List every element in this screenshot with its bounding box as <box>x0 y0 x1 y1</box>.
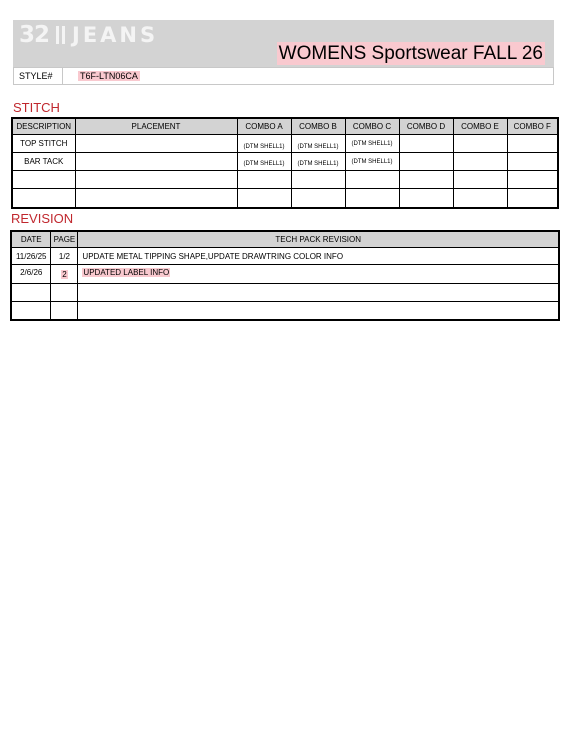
stitch-combo-c: (DTM SHELL1) <box>345 135 399 153</box>
revision-text <box>78 284 559 302</box>
table-row <box>11 284 559 302</box>
stitch-description <box>12 171 75 189</box>
stitch-combo-a <box>237 189 291 208</box>
stitch-col-combo-a: COMBO A <box>237 118 291 135</box>
stitch-placement <box>75 171 237 189</box>
document-header <box>13 20 554 67</box>
stitch-combo-e <box>453 189 507 208</box>
stitch-combo-d <box>399 135 453 153</box>
style-number-row <box>13 67 554 85</box>
stitch-col-combo-e: COMBO E <box>453 118 507 135</box>
stitch-combo-e <box>453 135 507 153</box>
stitch-description <box>12 189 75 208</box>
stitch-description: BAR TACK <box>12 153 75 171</box>
stitch-col-combo-b: COMBO B <box>291 118 345 135</box>
revision-date <box>11 302 51 320</box>
revision-col-date: DATE <box>11 231 51 248</box>
revision-date: 11/26/25 <box>11 248 51 265</box>
stitch-combo-d <box>399 171 453 189</box>
stitch-combo-e <box>453 153 507 171</box>
table-row <box>11 265 559 284</box>
style-divider <box>62 68 63 84</box>
stitch-description: TOP STITCH <box>12 135 75 153</box>
stitch-combo-c <box>345 189 399 208</box>
table-row <box>11 302 559 320</box>
brand-logo-word: JEANS <box>72 23 159 47</box>
stitch-combo-d <box>399 153 453 171</box>
stitch-placement <box>75 153 237 171</box>
brand-logo <box>19 23 158 47</box>
stitch-combo-f <box>507 171 558 189</box>
revision-page-cell <box>51 265 78 284</box>
table-row <box>12 135 558 153</box>
revision-text <box>78 302 559 320</box>
revision-text-cell <box>78 265 559 284</box>
revision-page <box>51 302 78 320</box>
style-label: STYLE# <box>19 71 53 81</box>
stitch-combo-c: (DTM SHELL1) <box>345 153 399 171</box>
revision-text: UPDATED LABEL INFO <box>83 268 170 277</box>
stitch-combo-c <box>345 171 399 189</box>
stitch-combo-d <box>399 189 453 208</box>
stitch-combo-a: (DTM SHELL1) <box>237 153 291 171</box>
stitch-combo-f <box>507 153 558 171</box>
stitch-combo-b: (DTM SHELL1) <box>291 153 345 171</box>
table-row <box>12 171 558 189</box>
stitch-placement <box>75 189 237 208</box>
stitch-table <box>11 117 559 209</box>
stitch-col-combo-d: COMBO D <box>399 118 453 135</box>
revision-page <box>51 284 78 302</box>
revision-page: 2 <box>62 269 67 279</box>
style-number: T6F-LTN06CA <box>80 71 138 81</box>
stitch-combo-a: (DTM SHELL1) <box>237 135 291 153</box>
brand-logo-number: 32 <box>19 22 50 48</box>
revision-date <box>11 284 51 302</box>
stitch-combo-b <box>291 171 345 189</box>
stitch-combo-e <box>453 171 507 189</box>
stitch-section-title: STITCH <box>13 100 60 115</box>
stitch-combo-f <box>507 135 558 153</box>
stitch-placement <box>75 135 237 153</box>
stitch-col-placement: PLACEMENT <box>75 118 237 135</box>
document-title: WOMENS Sportswear FALL 26 <box>278 43 543 64</box>
stitch-combo-b: (DTM SHELL1) <box>291 135 345 153</box>
revision-header-row <box>11 231 559 248</box>
stitch-combo-b <box>291 189 345 208</box>
revision-text: UPDATE METAL TIPPING SHAPE,UPDATE DRAWTRING COLOR INFO <box>78 248 559 265</box>
stitch-header-row <box>12 118 558 135</box>
revision-col-page: PAGE <box>51 231 78 248</box>
stitch-combo-a <box>237 171 291 189</box>
table-row <box>12 153 558 171</box>
revision-page: 1/2 <box>51 248 78 265</box>
revision-table <box>10 230 560 321</box>
revision-col-text: TECH PACK REVISION <box>78 231 559 248</box>
stitch-col-description: DESCRIPTION <box>12 118 75 135</box>
stitch-col-combo-c: COMBO C <box>345 118 399 135</box>
table-row <box>12 189 558 208</box>
table-row <box>11 248 559 265</box>
revision-section-title: REVISION <box>11 211 74 226</box>
revision-date: 2/6/26 <box>11 265 51 284</box>
stitch-col-combo-f: COMBO F <box>507 118 558 135</box>
brand-logo-bars-icon <box>56 26 65 44</box>
stitch-combo-f <box>507 189 558 208</box>
